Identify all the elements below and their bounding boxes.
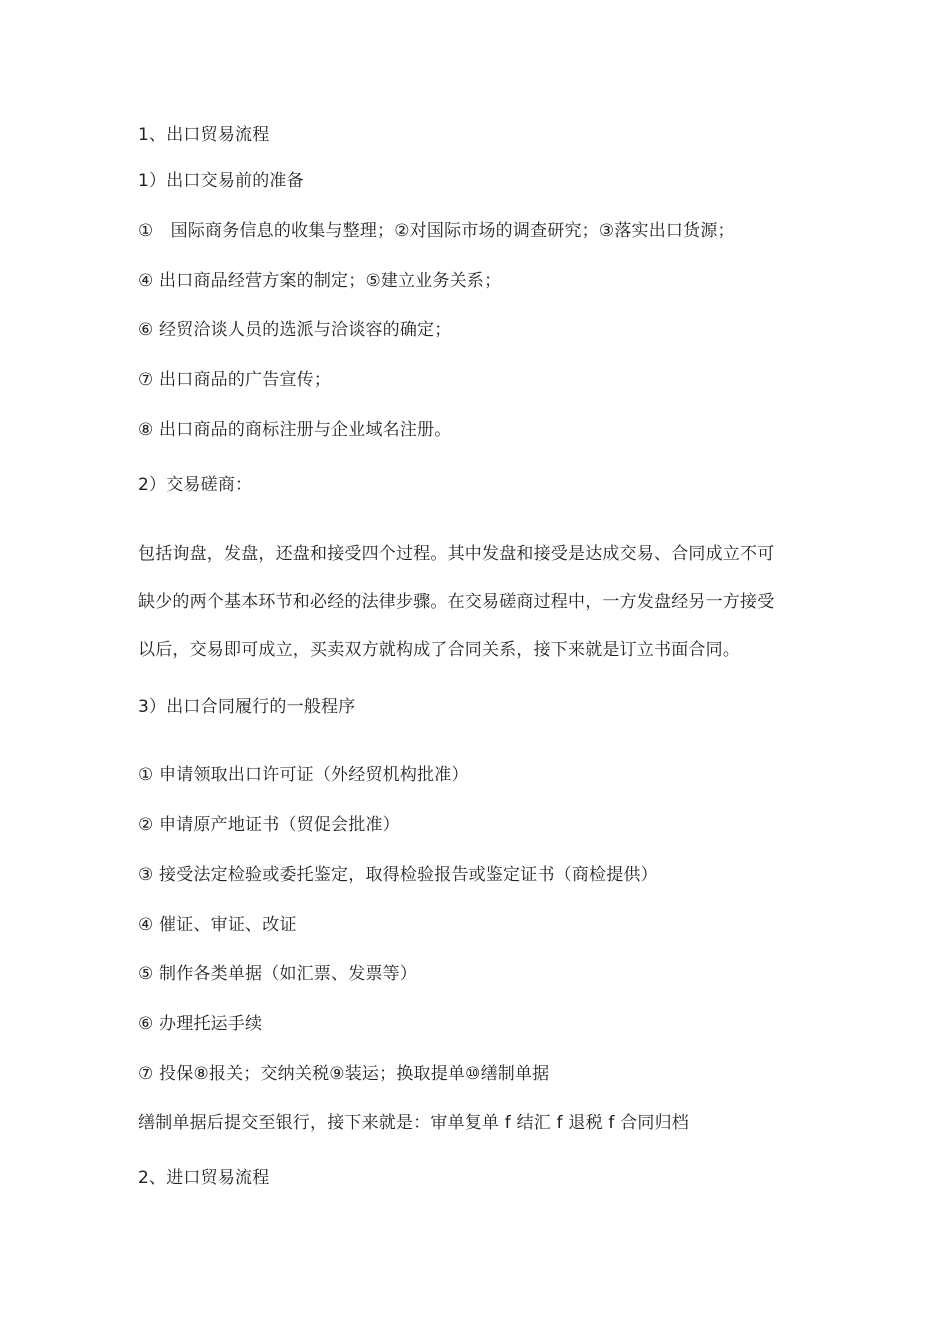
contract-item: ① 申请领取出口许可证（外经贸机构批准） (138, 765, 469, 785)
paragraph-line: 缺少的两个基本环节和必经的法律步骤。在交易磋商过程中，一方发盘经另一方接受 (138, 592, 775, 612)
subheading-preparation: 1）出口交易前的准备 (138, 171, 304, 191)
contract-item: ② 申请原产地证书（贸促会批准） (138, 815, 400, 835)
negotiation-paragraph (138, 542, 818, 662)
contract-item: ⑥ 办理托运手续 (138, 1014, 263, 1034)
section-heading-import-flow: 2、进口贸易流程 (138, 1168, 270, 1188)
contract-item: ⑦ 投保⑧报关；交纳关税⑨装运；换取提单⑩缮制单据 (138, 1064, 550, 1084)
contract-item: ④ 催证、审证、改证 (138, 915, 297, 935)
subheading-contract-procedure: 3）出口合同履行的一般程序 (138, 697, 356, 717)
paragraph-line: 以后，交易即可成立，买卖双方就构成了合同关系，接下来就是订立书面合同。 (138, 640, 740, 660)
prep-item: ⑥ 经贸洽谈人员的选派与洽谈容的确定； (138, 320, 452, 340)
paragraph-line: 包括询盘，发盘，还盘和接受四个过程。其中发盘和接受是达成交易、合同成立不可 (138, 544, 775, 564)
prep-item: ⑦ 出口商品的广告宣传； (138, 370, 332, 390)
prep-item: ① 国际商务信息的收集与整理；②对国际市场的调查研究；③落实出口货源； (138, 221, 735, 241)
subheading-negotiation: 2）交易磋商： (138, 475, 253, 495)
contract-item: ⑤ 制作各类单据（如汇票、发票等） (138, 964, 418, 984)
after-documents-text: 缮制单据后提交至银行，接下来就是：审单复单 f 结汇 f 退税 f 合同归档 (138, 1113, 689, 1133)
contract-item: ③ 接受法定检验或委托鉴定，取得检验报告或鉴定证书（商检提供） (138, 865, 658, 885)
section-heading-export-flow: 1、出口贸易流程 (138, 125, 270, 145)
prep-item: ⑧ 出口商品的商标注册与企业域名注册。 (138, 420, 452, 440)
prep-item: ④ 出口商品经营方案的制定；⑤建立业务关系； (138, 271, 502, 291)
